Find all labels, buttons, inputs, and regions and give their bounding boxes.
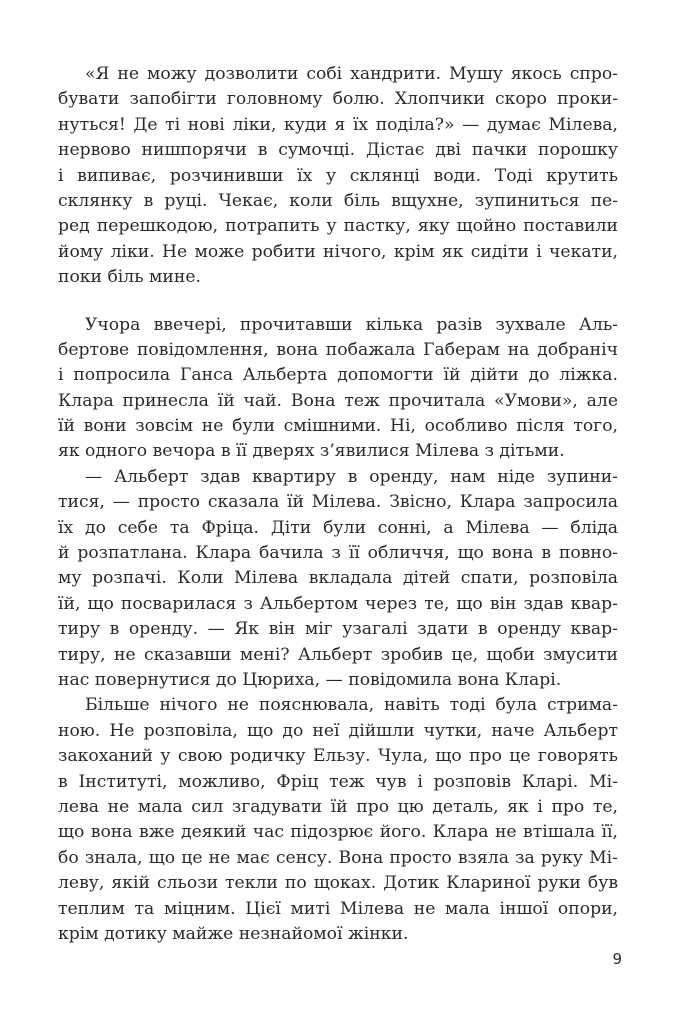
text-line: ною. Не розповіла, що до неї дійшли чутки, наче Альберт	[58, 720, 618, 741]
text-line: лева не мала сил згадувати їй про цю деталь, як і про те,	[58, 796, 618, 817]
text-line: поки біль мине.	[58, 267, 201, 288]
text-line: як одного вечора в її дверях з’явилися Мілева з дітьми.	[58, 441, 565, 462]
text-line: в Інституті, можливо, Фріц теж чув і розповів Кларі. Мі-	[58, 771, 618, 792]
text-line: нервово нишпорячи в сумочці. Дістає дві пачки порошку	[58, 140, 618, 161]
book-page-text	[58, 62, 618, 947]
text-line: бо знала, що це не має сенсу. Вона просто взяла за руку Мі-	[58, 847, 618, 868]
paragraph-3	[58, 465, 618, 694]
text-line: бертове повідомлення, вона побажала Габерам на добраніч	[58, 339, 618, 360]
text-line: нуться! Де ті нові ліки, куди я їх поділа?» — думає Мілева,	[58, 114, 618, 135]
text-line: й розпатлана. Клара бачила з її обличчя, що вона в повно-	[58, 543, 618, 564]
text-line: крім дотику майже незнайомої жінки.	[58, 923, 409, 944]
text-line: Учора ввечері, прочитавши кілька разів зухвале Аль-	[85, 314, 618, 335]
text-line: леву, якій сльози текли по щоках. Дотик Клариної руки був	[58, 873, 618, 894]
text-line: закоханий у свою родичку Ельзу. Чула, що про це говорять	[58, 746, 618, 767]
text-line: склянку в руці. Чекає, коли біль вщухне, зупиниться пе-	[58, 190, 618, 211]
text-line: Клара принесла їй чай. Вона теж прочитала «Умови», але	[58, 390, 618, 411]
text-line: Більше нічого не пояснювала, навіть тоді була стрима-	[85, 695, 618, 716]
section-break	[58, 291, 618, 313]
text-line: і попросила Ганса Альберта допомогти їй дійти до ліжка.	[58, 365, 618, 386]
paragraph-2	[58, 313, 618, 465]
text-line: теплим та міцним. Цієї миті Мілева не мала іншої опори,	[58, 898, 618, 919]
text-line: їй, що посварилася з Альбертом через те, що він здав квар-	[58, 593, 618, 614]
page-number: 9	[612, 950, 622, 968]
paragraph-1	[58, 62, 618, 291]
text-line: му розпачі. Коли Мілева вкладала дітей спати, розповіла	[58, 568, 618, 589]
text-line: що вона вже деякий час підозрює його. Клара не втішала її,	[58, 822, 618, 843]
text-line: тися, — просто сказала їй Мілева. Звісно, Клара запросила	[58, 492, 618, 513]
paragraph-4	[58, 693, 618, 947]
text-line: «Я не можу дозволити собі хандрити. Мушу якось спро-	[85, 64, 618, 84]
text-line: — Альберт здав квартиру в оренду, нам ніде зупини-	[85, 466, 618, 487]
text-line: їх до себе та Фріца. Діти були сонні, а Мілева — бліда	[58, 517, 618, 538]
text-line: нас повернутися до Цюриха, — повідомила вона Кларі.	[58, 669, 562, 690]
text-line: тиру в оренду. — Як він міг узагалі здати в оренду квар-	[58, 619, 618, 640]
text-line: тиру, не сказавши мені? Альберт зробив це, щоби змусити	[58, 644, 618, 665]
text-line: ред перешкодою, потрапить у пастку, яку щойно поставили	[58, 216, 618, 237]
text-line: їй вони зовсім не були смішними. Ні, особливо після того,	[58, 416, 618, 437]
text-line: йому ліки. Не може робити нічого, крім як сидіти і чекати,	[58, 241, 618, 262]
text-line: бувати запобігти головному болю. Хлопчики скоро проки-	[58, 89, 618, 110]
text-line: і випиває, розчинивши їх у склянці води. Тоді крутить	[58, 165, 618, 186]
